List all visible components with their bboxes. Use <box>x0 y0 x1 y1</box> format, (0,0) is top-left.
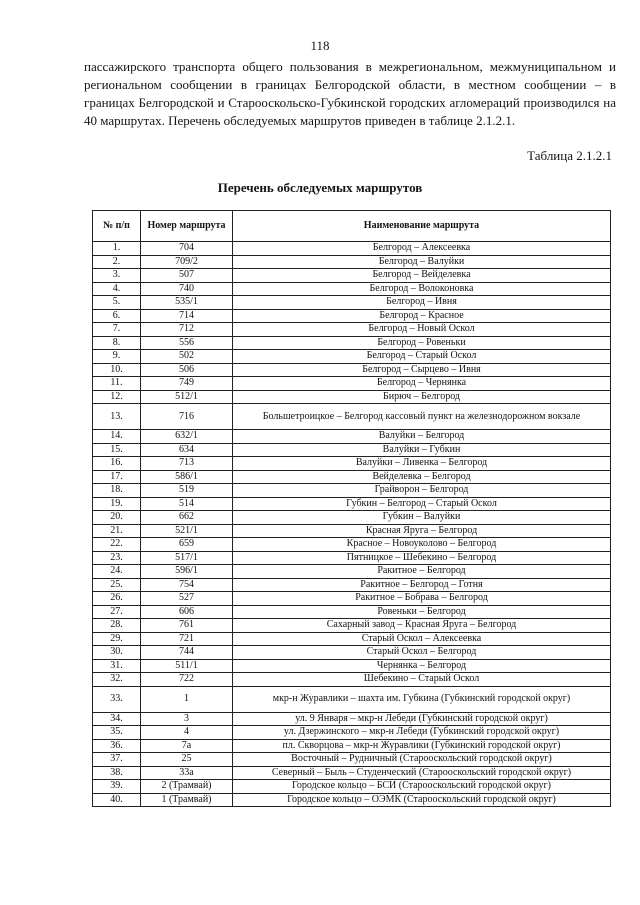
row-number-cell: 21. <box>93 524 141 538</box>
route-number-cell: 535/1 <box>141 296 233 310</box>
table-row <box>93 296 611 310</box>
route-number-cell: 7а <box>141 739 233 753</box>
row-number-cell: 14. <box>93 430 141 444</box>
route-number-cell: 754 <box>141 578 233 592</box>
row-number-cell: 24. <box>93 565 141 579</box>
route-number-cell: 33а <box>141 766 233 780</box>
row-number-cell: 27. <box>93 605 141 619</box>
row-number-cell: 6. <box>93 309 141 323</box>
route-name-cell: Шебекино – Старый Оскол <box>233 673 611 687</box>
table-row <box>93 404 611 430</box>
route-name-cell: Городское кольцо – ОЭМК (Старооскольский городской округ) <box>233 793 611 807</box>
route-number-cell: 721 <box>141 632 233 646</box>
route-number-cell: 2 (Трамвай) <box>141 780 233 794</box>
table-row <box>93 578 611 592</box>
route-number-cell: 25 <box>141 753 233 767</box>
route-number-cell: 527 <box>141 592 233 606</box>
route-name-cell: Белгород – Волоконовка <box>233 282 611 296</box>
route-name-cell: Грайворон – Белгород <box>233 484 611 498</box>
route-name-cell: Белгород – Ровеньки <box>233 336 611 350</box>
row-number-cell: 12. <box>93 390 141 404</box>
table-row <box>93 497 611 511</box>
table-row <box>93 739 611 753</box>
route-name-cell: Белгород – Красное <box>233 309 611 323</box>
row-number-cell: 10. <box>93 363 141 377</box>
row-number-cell: 16. <box>93 457 141 471</box>
table-row <box>93 793 611 807</box>
table-row <box>93 269 611 283</box>
table-row <box>93 646 611 660</box>
route-name-cell: Валуйки – Губкин <box>233 443 611 457</box>
header-num: № п/п <box>93 211 141 242</box>
route-name-cell: Валуйки – Белгород <box>233 430 611 444</box>
row-number-cell: 28. <box>93 619 141 633</box>
table-row <box>93 470 611 484</box>
row-number-cell: 7. <box>93 323 141 337</box>
route-number-cell: 556 <box>141 336 233 350</box>
route-name-cell: Белгород – Алексеевка <box>233 242 611 256</box>
header-route-number: Номер маршрута <box>141 211 233 242</box>
table-row <box>93 457 611 471</box>
route-number-cell: 3 <box>141 712 233 726</box>
row-number-cell: 34. <box>93 712 141 726</box>
row-number-cell: 40. <box>93 793 141 807</box>
table-row <box>93 390 611 404</box>
row-number-cell: 13. <box>93 404 141 430</box>
table-row <box>93 753 611 767</box>
table-row <box>93 255 611 269</box>
row-number-cell: 9. <box>93 350 141 364</box>
route-name-cell: Валуйки – Ливенка – Белгород <box>233 457 611 471</box>
route-number-cell: 749 <box>141 377 233 391</box>
route-name-cell: Бирюч – Белгород <box>233 390 611 404</box>
route-number-cell: 4 <box>141 726 233 740</box>
table-row <box>93 309 611 323</box>
route-name-cell: Белгород – Чернянка <box>233 377 611 391</box>
route-name-cell: Белгород – Вейделевка <box>233 269 611 283</box>
route-number-cell: 713 <box>141 457 233 471</box>
table-row <box>93 632 611 646</box>
intro-paragraph: пассажирского транспорта общего пользования в межрегиональном, межмуниципальном и региональном сообщении в границах Белгородской области, в местном сообщении – в границах Белгородской и Старооскольско-Губкинской городских агломераций производился на 40 маршрутах. Перечень обследуемых маршрутов приведен в таблице 2.1.2.1. <box>84 59 616 128</box>
route-number-cell: 502 <box>141 350 233 364</box>
route-number-cell: 662 <box>141 511 233 525</box>
row-number-cell: 22. <box>93 538 141 552</box>
table-row <box>93 565 611 579</box>
row-number-cell: 25. <box>93 578 141 592</box>
table-row <box>93 484 611 498</box>
route-number-cell: 722 <box>141 673 233 687</box>
table-row <box>93 605 611 619</box>
route-name-cell: Сахарный завод – Красная Яруга – Белгород <box>233 619 611 633</box>
route-number-cell: 512/1 <box>141 390 233 404</box>
route-name-cell: Белгород – Ивня <box>233 296 611 310</box>
route-number-cell: 634 <box>141 443 233 457</box>
table-row <box>93 282 611 296</box>
route-number-cell: 511/1 <box>141 659 233 673</box>
route-name-cell: Вейделевка – Белгород <box>233 470 611 484</box>
row-number-cell: 11. <box>93 377 141 391</box>
route-name-cell: Старый Оскол – Белгород <box>233 646 611 660</box>
route-name-cell: Белгород – Старый Оскол <box>233 350 611 364</box>
row-number-cell: 17. <box>93 470 141 484</box>
route-name-cell: Чернянка – Белгород <box>233 659 611 673</box>
route-name-cell: ул. 9 Января – мкр-н Лебеди (Губкинский городской округ) <box>233 712 611 726</box>
row-number-cell: 2. <box>93 255 141 269</box>
route-name-cell: Белгород – Валуйки <box>233 255 611 269</box>
row-number-cell: 32. <box>93 673 141 687</box>
route-number-cell: 714 <box>141 309 233 323</box>
table-row <box>93 524 611 538</box>
row-number-cell: 37. <box>93 753 141 767</box>
route-number-cell: 514 <box>141 497 233 511</box>
route-name-cell: Большетроицкое – Белгород кассовый пункт на железнодорожном вокзале <box>233 404 611 430</box>
route-number-cell: 1 (Трамвай) <box>141 793 233 807</box>
route-name-cell: Губкин – Валуйки <box>233 511 611 525</box>
table-row <box>93 377 611 391</box>
row-number-cell: 3. <box>93 269 141 283</box>
route-name-cell: Красное – Новоуколово – Белгород <box>233 538 611 552</box>
row-number-cell: 4. <box>93 282 141 296</box>
table-row <box>93 659 611 673</box>
route-name-cell: Городское кольцо – БСИ (Старооскольский городской округ) <box>233 780 611 794</box>
table-row <box>93 242 611 256</box>
row-number-cell: 30. <box>93 646 141 660</box>
table-row <box>93 350 611 364</box>
route-name-cell: Северный – Быль – Студенческий (Старооскольский городской округ) <box>233 766 611 780</box>
route-name-cell: мкр-н Журавлики – шахта им. Губкина (Губкинский городской округ) <box>233 686 611 712</box>
table-row <box>93 336 611 350</box>
route-name-cell: Ракитное – Бобрава – Белгород <box>233 592 611 606</box>
row-number-cell: 26. <box>93 592 141 606</box>
route-name-cell: Ракитное – Белгород <box>233 565 611 579</box>
row-number-cell: 8. <box>93 336 141 350</box>
route-name-cell: Ракитное – Белгород – Готня <box>233 578 611 592</box>
route-number-cell: 606 <box>141 605 233 619</box>
route-number-cell: 709/2 <box>141 255 233 269</box>
route-number-cell: 632/1 <box>141 430 233 444</box>
table-row <box>93 619 611 633</box>
header-route-name: Наименование маршрута <box>233 211 611 242</box>
route-number-cell: 761 <box>141 619 233 633</box>
route-name-cell: Белгород – Сырцево – Ивня <box>233 363 611 377</box>
route-number-cell: 712 <box>141 323 233 337</box>
route-number-cell: 740 <box>141 282 233 296</box>
route-name-cell: Губкин – Белгород – Старый Оскол <box>233 497 611 511</box>
table-title: Перечень обследуемых маршрутов <box>217 180 423 195</box>
row-number-cell: 31. <box>93 659 141 673</box>
table-row <box>93 686 611 712</box>
table-row <box>93 511 611 525</box>
table-row <box>93 780 611 794</box>
row-number-cell: 33. <box>93 686 141 712</box>
route-name-cell: Пятницкое – Шебекино – Белгород <box>233 551 611 565</box>
row-number-cell: 20. <box>93 511 141 525</box>
routes-table-body <box>93 242 611 807</box>
route-name-cell: Старый Оскол – Алексеевка <box>233 632 611 646</box>
route-number-cell: 517/1 <box>141 551 233 565</box>
route-name-cell: Красная Яруга – Белгород <box>233 524 611 538</box>
route-name-cell: пл. Скворцова – мкр-н Журавлики (Губкинский городской округ) <box>233 739 611 753</box>
route-number-cell: 659 <box>141 538 233 552</box>
table-row <box>93 592 611 606</box>
route-number-cell: 521/1 <box>141 524 233 538</box>
route-number-cell: 704 <box>141 242 233 256</box>
table-row <box>93 673 611 687</box>
route-number-cell: 596/1 <box>141 565 233 579</box>
table-row <box>93 766 611 780</box>
route-number-cell: 716 <box>141 404 233 430</box>
route-name-cell: Восточный – Рудничный (Старооскольский городской округ) <box>233 753 611 767</box>
route-number-cell: 519 <box>141 484 233 498</box>
table-row <box>93 363 611 377</box>
table-row <box>93 323 611 337</box>
table-row <box>93 551 611 565</box>
table-row <box>93 538 611 552</box>
route-number-cell: 1 <box>141 686 233 712</box>
route-number-cell: 586/1 <box>141 470 233 484</box>
page-number: 118 <box>310 38 330 53</box>
row-number-cell: 39. <box>93 780 141 794</box>
table-row <box>93 726 611 740</box>
row-number-cell: 15. <box>93 443 141 457</box>
row-number-cell: 18. <box>93 484 141 498</box>
route-name-cell: ул. Дзержинского – мкр-н Лебеди (Губкинский городской округ) <box>233 726 611 740</box>
table-row <box>93 430 611 444</box>
route-number-cell: 744 <box>141 646 233 660</box>
routes-table <box>92 210 611 807</box>
row-number-cell: 23. <box>93 551 141 565</box>
table-caption: Таблица 2.1.2.1 <box>527 148 612 163</box>
row-number-cell: 19. <box>93 497 141 511</box>
table-row <box>93 443 611 457</box>
table-row <box>93 712 611 726</box>
route-number-cell: 506 <box>141 363 233 377</box>
route-name-cell: Ровеньки – Белгород <box>233 605 611 619</box>
row-number-cell: 38. <box>93 766 141 780</box>
row-number-cell: 1. <box>93 242 141 256</box>
row-number-cell: 5. <box>93 296 141 310</box>
row-number-cell: 36. <box>93 739 141 753</box>
route-number-cell: 507 <box>141 269 233 283</box>
row-number-cell: 35. <box>93 726 141 740</box>
row-number-cell: 29. <box>93 632 141 646</box>
route-name-cell: Белгород – Новый Оскол <box>233 323 611 337</box>
table-header-row <box>93 211 611 242</box>
